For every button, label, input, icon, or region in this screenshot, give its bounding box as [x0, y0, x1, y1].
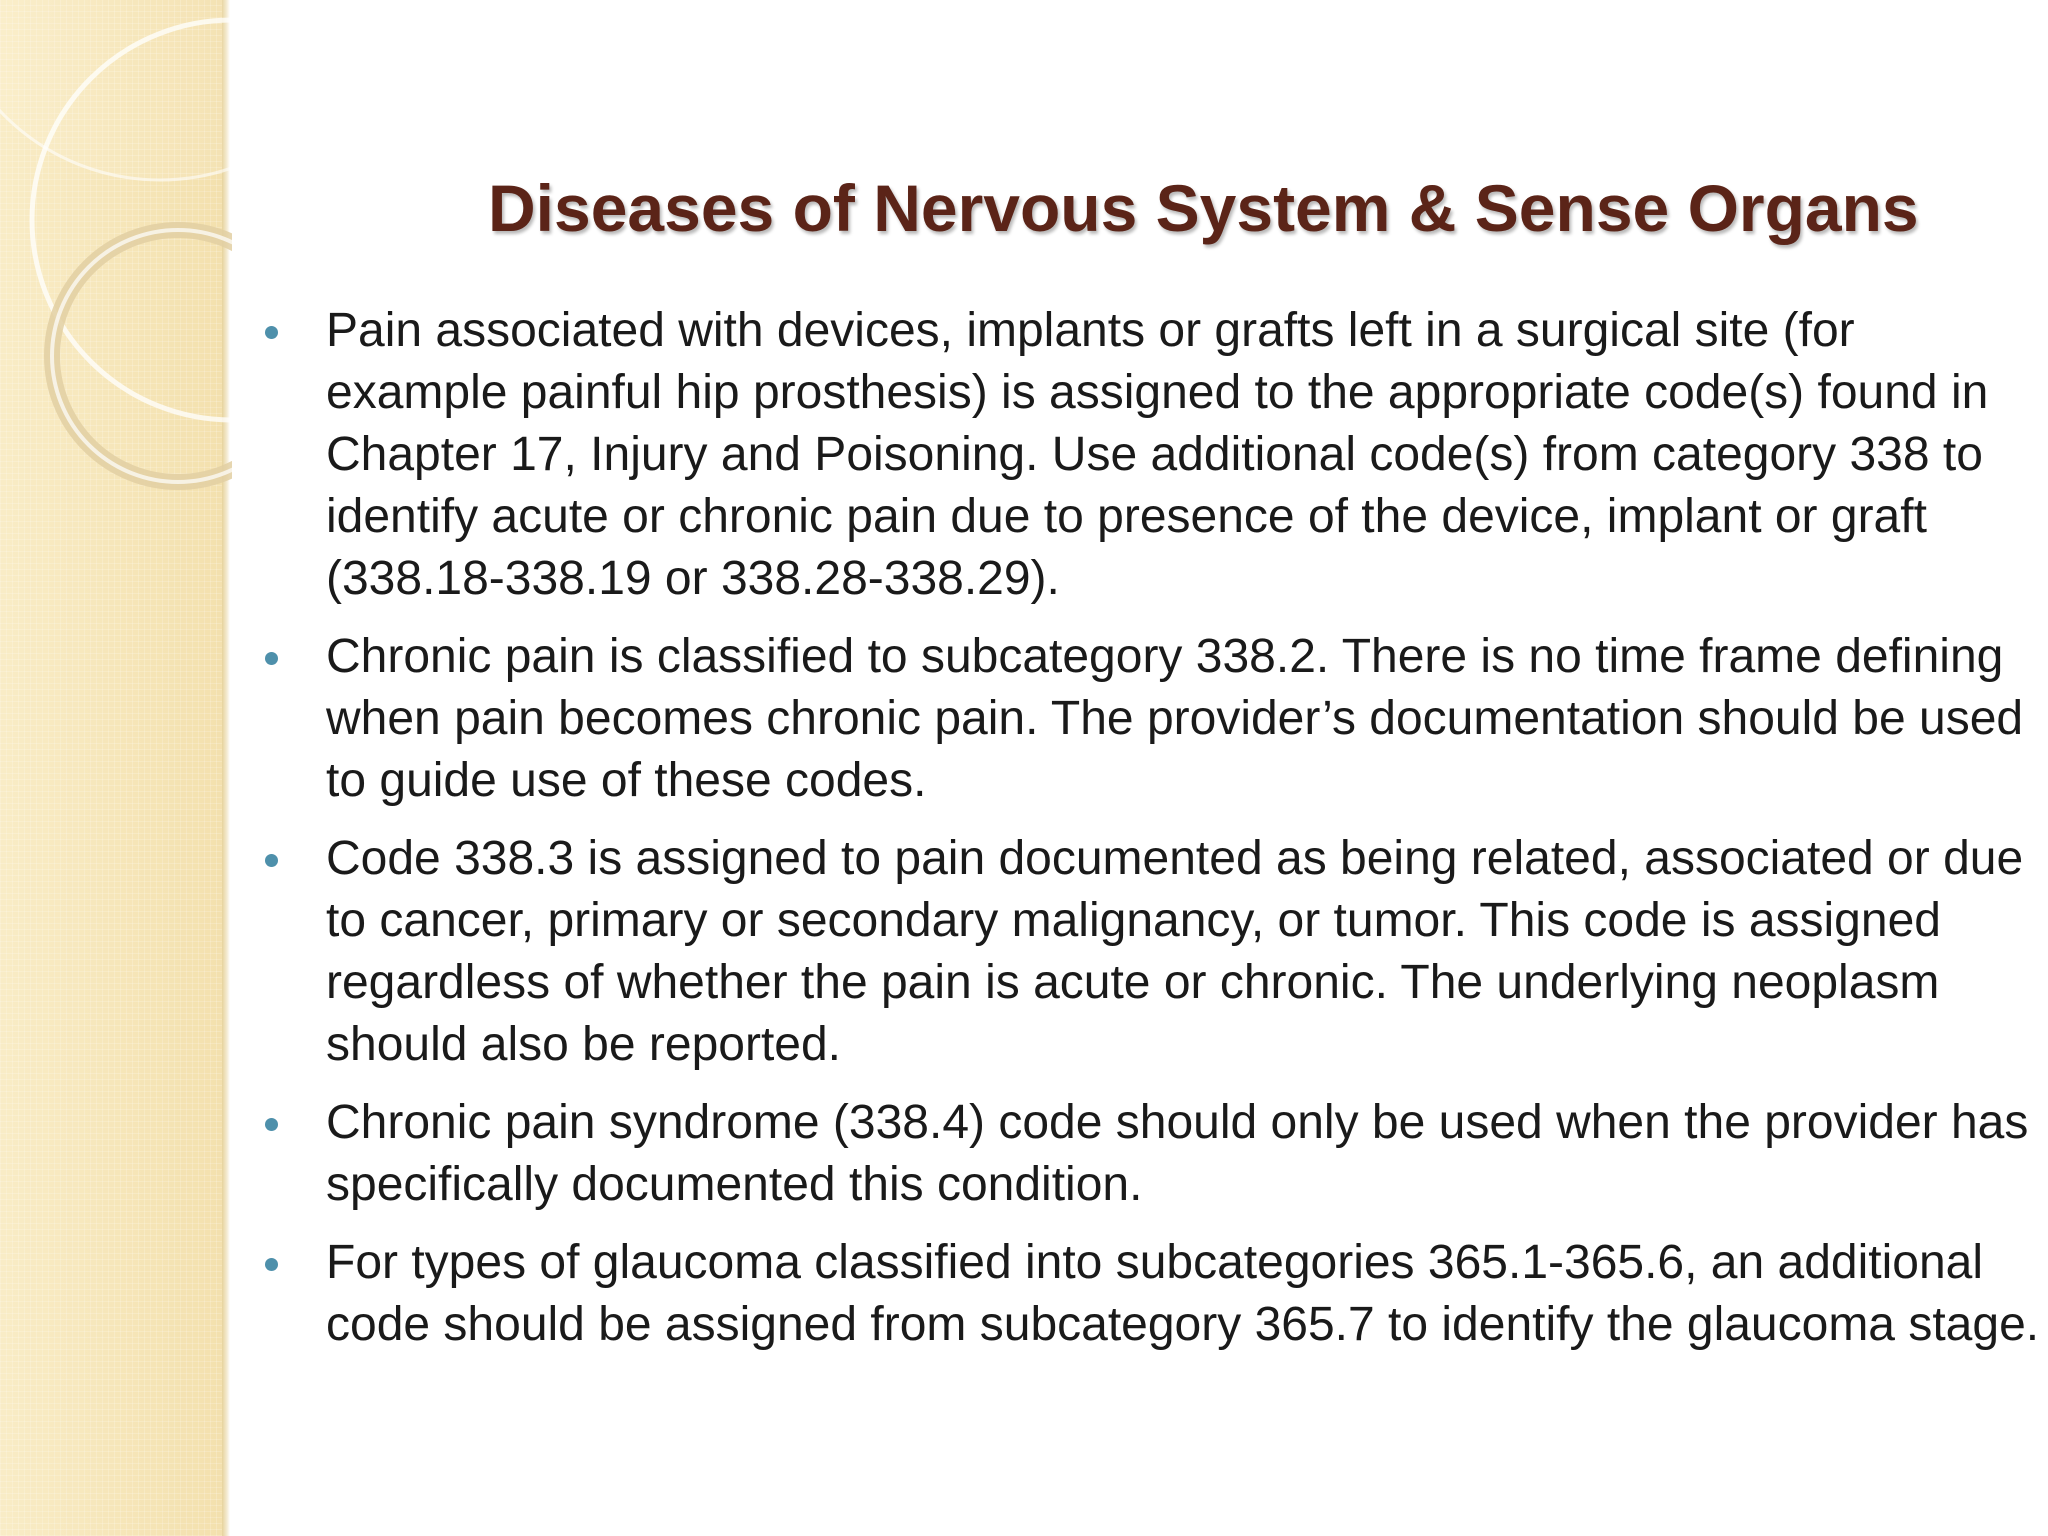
bullet-dot-icon: [265, 1118, 278, 1131]
bullet-text: Pain associated with devices, implants or grafts left in a surgical site (for example painful hip prosthesis) is assigned to the appropriate code(s) found in Chapter 17, Injury and Poisoning. Use additional code(s) from category 338 to identify acute or chronic pain due to presence of the device, implant or graft (338.18-338.19 or 338.28-338.29).: [326, 304, 1989, 605]
bullet-text: Code 338.3 is assigned to pain documented as being related, associated or due to cancer, primary or secondary malignancy, or tumor. This code is assigned regardless of whether the pain is acute or chronic. The underlying neoplasm should also be reported.: [326, 832, 2024, 1071]
decorative-side-band: [0, 0, 228, 1536]
bullet-item: [260, 1232, 2040, 1356]
bullet-dot-icon: [265, 1258, 278, 1271]
bullet-item: [260, 626, 2040, 812]
side-band-edge: [222, 0, 230, 1536]
bullet-dot-icon: [265, 326, 278, 339]
bullet-item: [260, 300, 2040, 610]
bullet-text: Chronic pain syndrome (338.4) code should only be used when the provider has specifically documented this condition.: [326, 1096, 2029, 1211]
bullet-text: For types of glaucoma classified into subcategories 365.1-365.6, an additional code should be assigned from subcategory 365.7 to identify the glaucoma stage.: [326, 1236, 2040, 1351]
bullet-dot-icon: [265, 652, 278, 665]
bullet-list: [260, 300, 2040, 1372]
bullet-dot-icon: [265, 854, 278, 867]
bullet-item: [260, 1092, 2040, 1216]
bullet-text: Chronic pain is classified to subcategory 338.2. There is no time frame defining when pain becomes chronic pain. The provider’s documentation should be used to guide use of these codes.: [326, 630, 2024, 807]
slide-title: Diseases of Nervous System & Sense Organs: [488, 171, 1919, 245]
bullet-item: [260, 828, 2040, 1076]
